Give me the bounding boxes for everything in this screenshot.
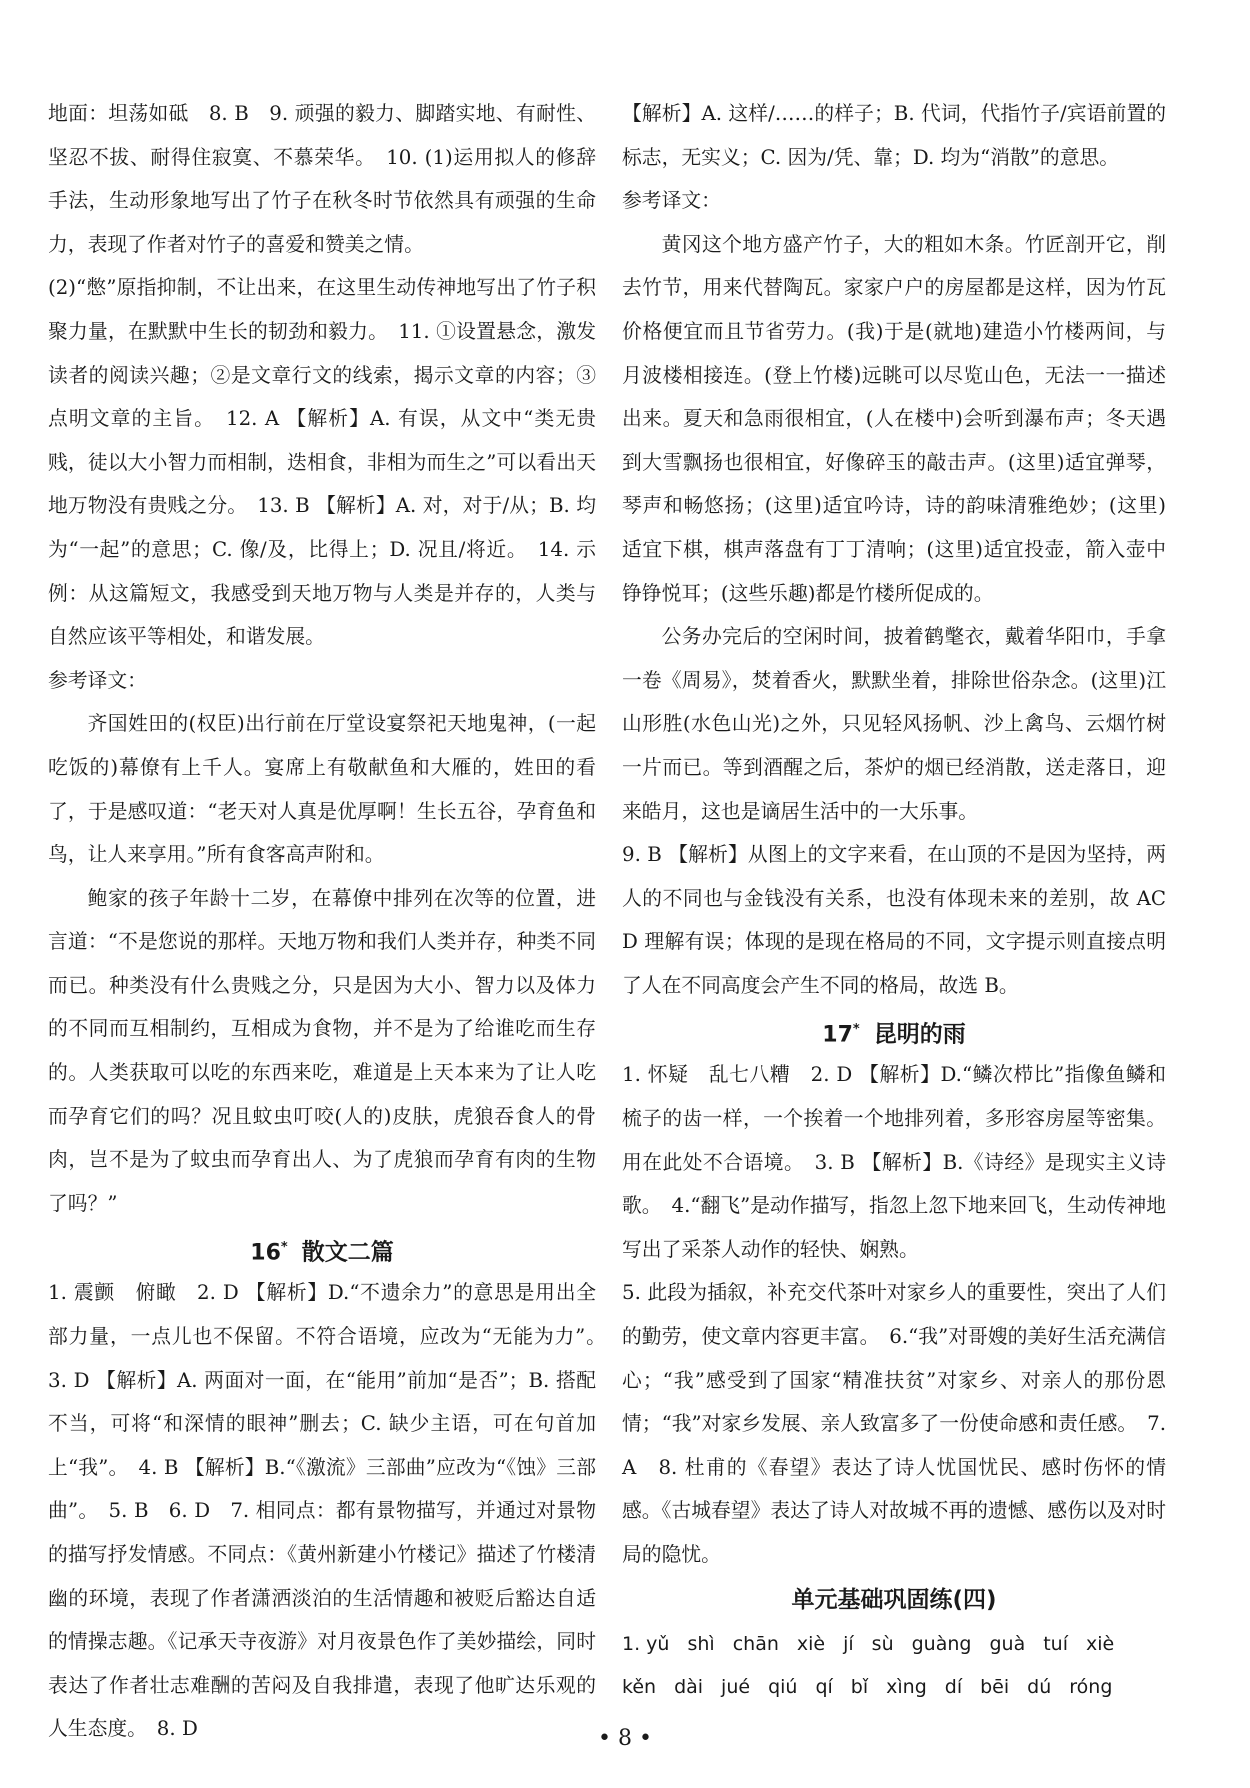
section-heading [622,1577,1166,1623]
pinyin: tuí [1043,1632,1069,1655]
pinyin: bǐ [850,1676,869,1699]
section-number: 17 [822,1023,853,1049]
section-title: 昆明的雨 [873,1022,966,1049]
answer-block: 1. 震颤 俯瞰 2. D 【解析】D.“不遗余力”的意思是用出全部力量，一点儿也不保留。不符合语境，应改为“无能为力”。 3. D 【解析】A. 两面对一面，在“能用”前加“是否”；B. 搭配不当，可将“和深情的眼神”删去；C. 缺少主语，可在句首加上“我”。 4. B 【解析】B.“《激流》三部曲”应改为“《蚀》三部曲”。 5. B 6. D 7. 相同点：都有景物描写，并通过对景物的描写抒发情感。不同点：《黄州新建小竹楼记》描述了竹楼清幽的环境，表现了作者潇洒淡泊的生活情趣和被贬后豁达自适的情操志趣。《记承天寺夜游》对月夜景色作了美妙描绘，同时表达了作者壮志难酬的苦闷及自我排遣，表现了他旷达乐观的人生态度。 8. D [48,1281,616,1741]
answer-block: 地面：坦荡如砥 8. B 9. 顽强的毅力、脚踏实地、有耐性、坚忍不拔、耐得住寂寞、不慕荣华。 10. (1)运用拟人的修辞手法，生动形象地写出了竹子在秋冬时节依然具有顽强的生命力，表现了作者对竹子的喜爱和赞美之情。 [48,102,596,256]
translation-paragraph: 公务办完后的空闲时间，披着鹤氅衣，戴着华阳巾，手拿一卷《周易》，焚着香火，默默坐着，排除世俗杂念。(这里)江山形胜(水色山光)之外，只见轻风扬帆、沙上禽鸟、云烟竹树一片而已。等到酒醒之后，茶炉的烟已经消散，送走落日，迎来皓月，这也是谪居生活中的一大乐事。 [622,625,1166,823]
answer-block: 【解析】A. 这样/……的样子；B. 代词，代指竹子/宾语前置的标志，无实义；C. 因为/凭、靠；D. 均为“消散”的意思。 [622,102,1166,169]
translation-paragraph: 齐国姓田的(权臣)出行前在厅堂设宴祭祀天地鬼神，(一起吃饭的)幕僚有上千人。宴席上有敬献鱼和大雁的，姓田的看了，于是感叹道：“老天对人真是优厚啊！生长五谷，孕育鱼和鸟，让人来享用。”所有食客高声附和。 [48,712,596,867]
translation-paragraph: 鲍家的孩子年龄十二岁，在幕僚中排列在次等的位置，进言道：“不是您说的那样。天地万物和我们人类并存，种类不同而已。种类没有什么贵贱之分，只是因为大小、智力以及体力的不同而互相制约，互相成为食物，并不是为了给谁吃而生存的。人类获取可以吃的东西来吃，难道是上天本来为了让人吃而孕育它们的吗？况且蚊虫叮咬(人的)皮肤，虎狼吞食人的骨肉，岂不是为了蚊虫而孕育出人、为了虎狼而孕育有肉的生物了吗？” [48,886,597,1215]
right-column [622,92,1166,1710]
answer-block: 5. 此段为插叙，补充交代茶叶对家乡人的重要性，突出了人们的勤劳，使文章内容更丰富。 6.“我”对哥嫂的美好生活充满信心；“我”感受到了国家“精准扶贫”对家乡、对亲人的那份恩情；“我”对家乡发展、亲人致富多了一份使命感和责任感。 7. A 8. 杜甫的《春望》表达了诗人忧国忧民、感时伤怀的情感。《古城春望》表达了诗人对故城不再的遗憾、感伤以及对时局的隐忧。 [622,1281,1166,1566]
section-heading [622,1007,1166,1053]
section-heading [48,1225,596,1271]
pinyin: xìng [886,1676,927,1699]
pinyin-row [622,1666,1166,1710]
pinyin: bēi [980,1676,1010,1699]
pinyin: dài [674,1676,704,1699]
answer-block: (2)“憋”原指抑制，不让出来，在这里生动传神地写出了竹子积聚力量，在默默中生长的韧劲和毅力。 11. ①设置悬念，激发读者的阅读兴趣；②是文章行文的线索，揭示文章的内容；③点明文章的主旨。 12. A 【解析】A. 有误，从文中“类无贵贱，徒以大小智力而相制，迭相食，非相为而生之”可以看出天地万物没有贵贱之分。 13. B 【解析】A. 对，对于/从；B. 均为“一起”的意思；C. 像/及，比得上；D. 况且/将近。 14. 示例：从这篇短文，我感受到天地万物与人类是并存的，人类与自然应该平等相处，和谐发展。 [48,276,596,649]
pinyin: dí [944,1676,963,1699]
section-star: * [852,1022,860,1038]
page-number: • 8 • [598,1726,652,1751]
section-star: * [280,1240,288,1256]
pinyin: qiú [768,1676,798,1699]
pinyin: jí [843,1632,854,1655]
pinyin: shì [687,1632,715,1655]
answer-block: 9. B 【解析】从图上的文字来看，在山顶的不是因为坚持，两人的不同也与金钱没有关系，也没有体现未来的差别，故 ACD 理解有误；体现的是现在格局的不同，文字提示则直接点明了人在不同高度会产生不同的格局，故选 B。 [622,843,1166,997]
pinyin: xiè [1086,1632,1115,1655]
pinyin: chān [732,1632,779,1655]
pinyin: guà [989,1632,1026,1655]
pinyin: dú [1027,1676,1052,1699]
pinyin: sù [871,1632,894,1655]
answer-block: 1. 怀疑 乱七八糟 2. D 【解析】D.“鳞次栉比”指像鱼鳞和梳子的齿一样，一个挨着一个地排列着，多形容房屋等密集。用在此处不合语境。 3. B 【解析】B.《诗经》是现实主义诗歌。 4.“翻飞”是动作描写，指忽上忽下地来回飞，生动传神地写出了采茶人动作的轻快、娴熟。 [622,1063,1166,1261]
left-column [48,92,616,1751]
pinyin: xiè [796,1632,826,1655]
section-title: 单元基础巩固练(四) [791,1586,997,1613]
section-number: 16 [250,1241,281,1267]
pinyin: kěn [622,1676,657,1699]
pinyin-row [622,1623,1166,1667]
translation-label: 参考译文： [48,668,147,692]
translation-paragraph: 黄冈这个地方盛产竹子，大的粗如木条。竹匠剖开它，削去竹节，用来代替陶瓦。家家户户的房屋都是这样，因为竹瓦价格便宜而且节省劳力。(我)于是(就地)建造小竹楼两间，与月波楼相接连。(登上竹楼)远眺可以尽览山色，无法一一描述出来。夏天和急雨很相宜，(人在楼中)会听到瀑布声；冬天遇到大雪飘扬也很相宜，好像碎玉的敲击声。(这里)适宜弹琴，琴声和畅悠扬；(这里)适宜吟诗，诗的韵味清雅绝妙；(这里)适宜下棋，棋声落盘有丁丁清响；(这里)适宜投壶，箭入壶中铮铮悦耳；(这些乐趣)都是竹楼所促成的。 [622,232,1166,605]
pinyin: róng [1069,1676,1113,1699]
section-title: 散文二篇 [301,1240,394,1267]
pinyin: guàng [911,1632,972,1655]
translation-label: 参考译文： [622,189,721,213]
pinyin: qí [815,1676,833,1699]
pinyin: jué [721,1676,751,1699]
pinyin: 1. yǔ [622,1632,670,1655]
